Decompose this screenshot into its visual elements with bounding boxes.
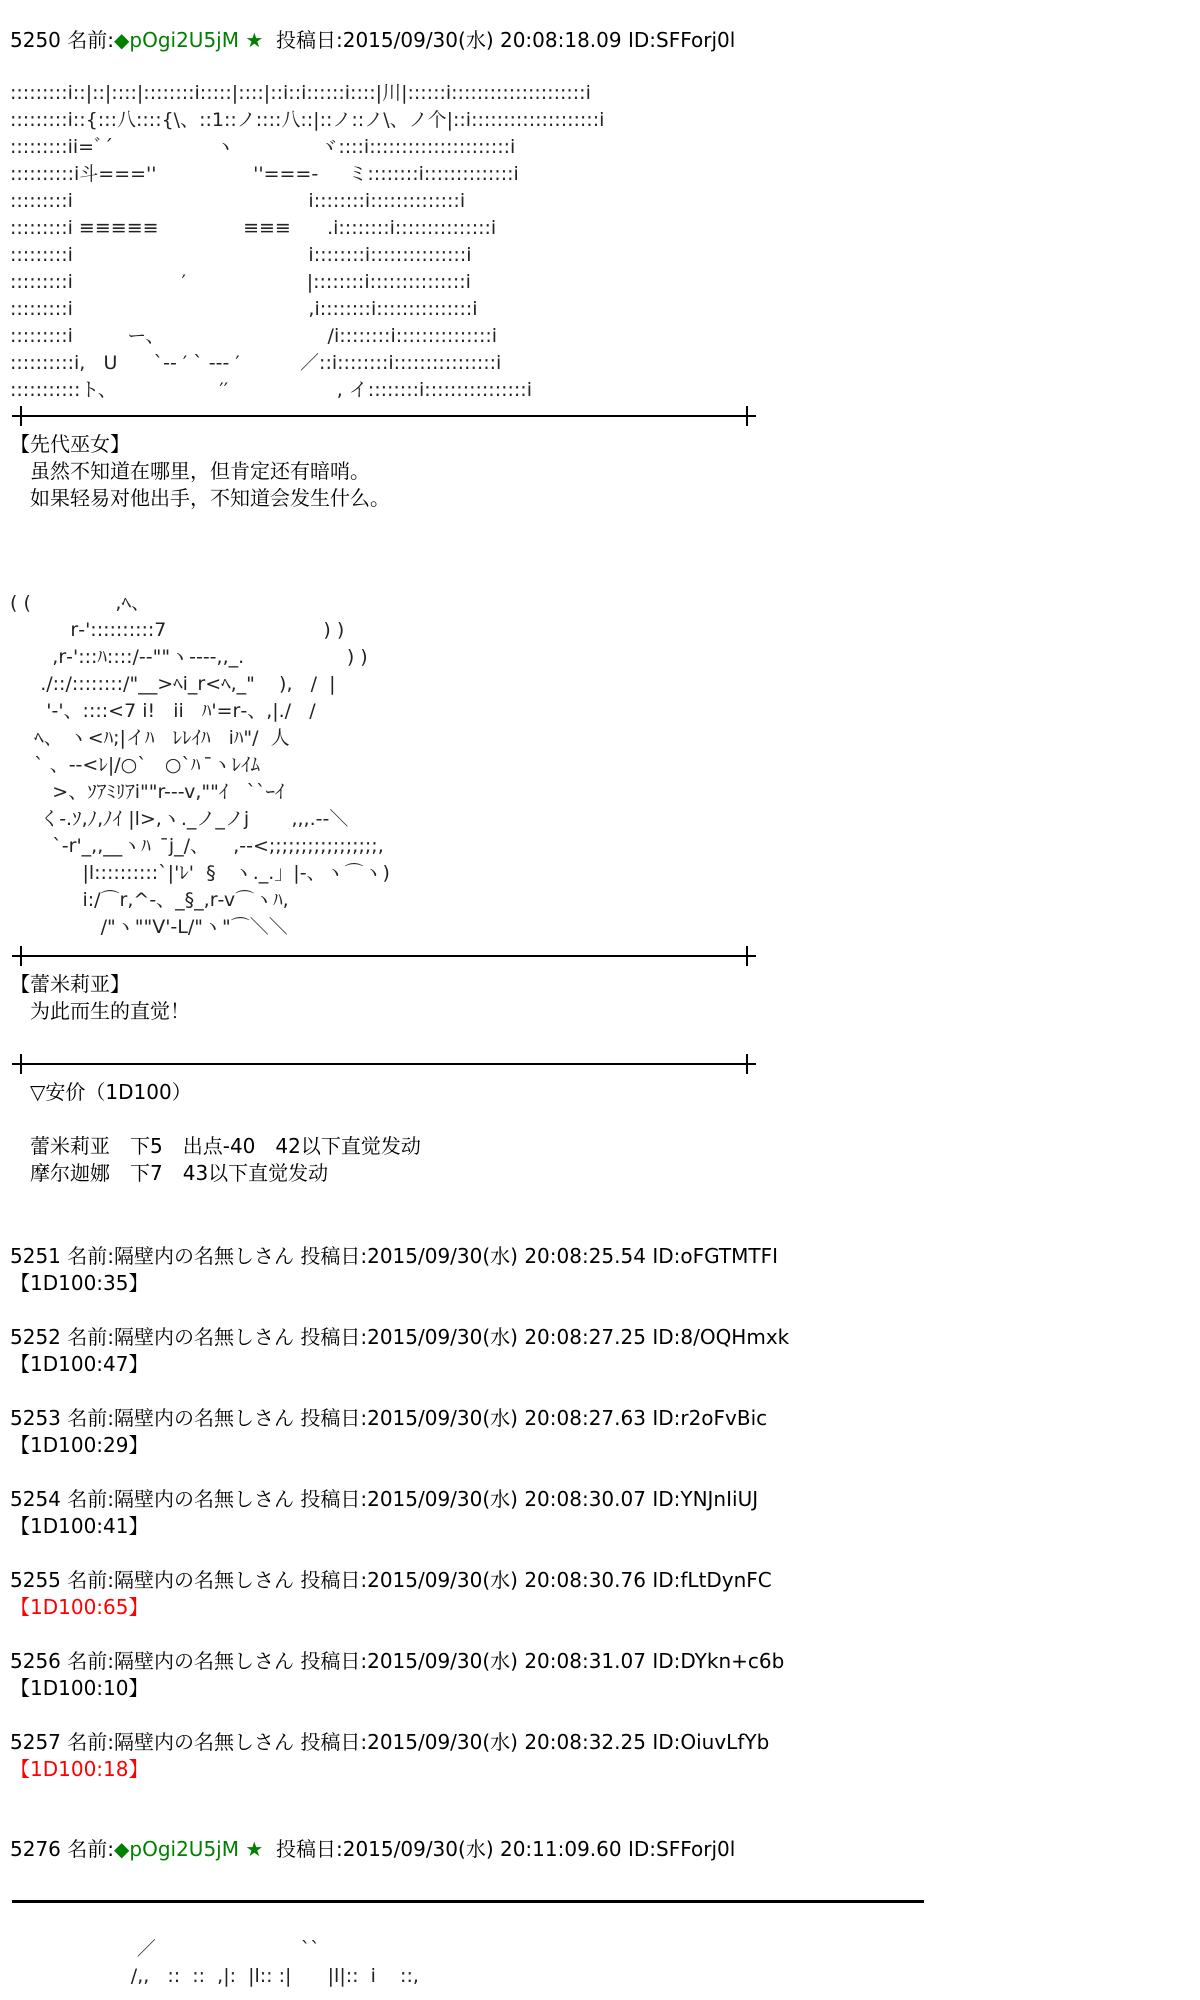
- post-number: 5253: [10, 1406, 61, 1430]
- dialogue-line: 为此而生的直觉！: [10, 999, 190, 1023]
- dice-result: 【1D100:41】: [10, 1514, 149, 1538]
- post-number: 5252: [10, 1325, 61, 1349]
- dice-result: 【1D100:65】: [10, 1595, 149, 1619]
- post-number: 5256: [10, 1649, 61, 1673]
- post-number: 5251: [10, 1244, 61, 1268]
- name-label: 名前:: [67, 1837, 115, 1861]
- name-label: 名前:: [67, 28, 115, 52]
- speaker-name: 【先代巫女】: [10, 432, 130, 456]
- reply-post: [10, 1567, 772, 1621]
- post-date: 投稿日:2015/09/30(水) 20:08:18.09 ID:SFForj0l: [276, 28, 736, 52]
- roll-line: 摩尔迦娜 下7 43以下直觉发动: [10, 1161, 329, 1185]
- roll-info: [10, 1079, 421, 1187]
- reply-post: [10, 1729, 769, 1783]
- reply-post: [10, 1243, 778, 1297]
- post-meta: 名前:隔壁内の名無しさん 投稿日:2015/09/30(水) 20:08:25.54 ID:oFGTMTFI: [67, 1244, 778, 1268]
- tripcode: ◆pOgi2U5jM ★: [114, 1837, 264, 1861]
- caption-miko: [10, 431, 390, 512]
- reply-post: [10, 1648, 784, 1702]
- post-meta: 名前:隔壁内の名無しさん 投稿日:2015/09/30(水) 20:08:27.25 ID:8/OQHmxk: [67, 1325, 790, 1349]
- dice-result: 【1D100:35】: [10, 1271, 149, 1295]
- post-meta: 名前:隔壁内の名無しさん 投稿日:2015/09/30(水) 20:08:32.25 ID:OiuvLfYb: [67, 1730, 770, 1754]
- post-header: [10, 1836, 735, 1863]
- post-number: 5257: [10, 1730, 61, 1754]
- reply-header: [10, 1648, 784, 1675]
- reply-post: [10, 1324, 789, 1378]
- reply-post: [10, 1405, 767, 1459]
- post-header: [10, 27, 735, 54]
- post-meta: 名前:隔壁内の名無しさん 投稿日:2015/09/30(水) 20:08:30.07 ID:YNJnIiUJ: [67, 1487, 759, 1511]
- tripcode: ◆pOgi2U5jM ★: [114, 28, 264, 52]
- roll-title: ▽安价（1D100）: [10, 1080, 192, 1104]
- post-meta: 名前:隔壁内の名無しさん 投稿日:2015/09/30(水) 20:08:27.63 ID:r2oFvBic: [67, 1406, 768, 1430]
- speaker-name: 【蕾米莉亚】: [10, 972, 130, 996]
- ascii-art-remilia: ( ( ,ﾍ、 r‐'::::::::::7 ) ) ,r‐':::ﾊ::::/--""ヽ---‐,,_. ) ) ./::/::::::::/"__>ﾍi_r<ﾍ,_" ), / | '‐'、::::<7 i! ii ﾊ'=r‐、,|./ / ﾍ、 ヽ<ﾊ;|イﾊ ﾚﾚｲﾊ iﾊ"/ 人 ` 、-‐<ﾚ|/○` ○`ﾊ ̄ヽﾚｲﾑ >、ｿｱﾐﾘｱi""r---v,""ｲ ``ｰｲ く‐.ｿ,ﾉ,ﾉｲ |l>,ヽ._ノ_ノj ,,,.-‐＼ `‐r'_,,__ヽﾊ ̄j_/、 ,‐‐<;;;;;;;;;;;;;;;;;, |l::::::::::`|'ﾚ' § ヽ._.」|‐、ヽ⌒ヽ) i:/⌒r,^‐、_§_,r‐v⌒ヽﾊ, /"ヽ""V'‐L/"ヽ"⌒＼＼: [10, 592, 390, 938]
- separator-line: [12, 406, 756, 426]
- post-number: 5255: [10, 1568, 61, 1592]
- reply-header: [10, 1486, 758, 1513]
- ascii-art-fragment: ／ `` /,, :: :: ,|: |l:: :| |l|:: i ::,: [130, 1938, 419, 1987]
- reply-header: [10, 1243, 778, 1270]
- post-meta: 名前:隔壁内の名無しさん 投稿日:2015/09/30(水) 20:08:30.76 ID:fLtDynFC: [67, 1568, 772, 1592]
- ascii-art-miko: :::::::::i::|::|::::|::::::::i:::::|::::|::i::i::::::i::::|川|::::::i:::::::::::::::::::::i :::::::::i::{:::八::::{\、::1::ノ::::八::|::ノ::ノ\、ノ个|::i::::::::::::::::::::i :::::::::ii=ﾞ´ ヽ ヾ::::i::::::::::::::::::::::i ::::::::::i斗==='' ''===- ミ::::::::i::::::::::::::i :::::::::i i::::::::i::::::::::::::i :::::::::i ≡≡≡≡≡ ≡≡≡ .i::::::::i:::::::::::::::i :::::::::i i::::::::i:::::::::::::::i :::::::::i ′ |::::::::i:::::::::::::::i :::::::::i ,i::::::::i:::::::::::::::i :::::::::i ー、 /i::::::::i:::::::::::::::i ::::::::::i, U `-- ′ ` --- ′ ／::i::::::::i::::::::::::::::i :::::::::::ト、 ′′ , イ::::::::i::::::::::::::::i: [10, 82, 605, 401]
- dice-result: 【1D100:10】: [10, 1676, 149, 1700]
- dialogue-line: 如果轻易对他出手，不知道会发生什么。: [10, 486, 390, 510]
- dice-result: 【1D100:47】: [10, 1352, 149, 1376]
- dice-result: 【1D100:29】: [10, 1433, 149, 1457]
- post-number: 5254: [10, 1487, 61, 1511]
- separator-line: [12, 1054, 756, 1074]
- roll-line: 蕾米莉亚 下5 出点-40 42以下直觉发动: [10, 1134, 421, 1158]
- post-date: 投稿日:2015/09/30(水) 20:11:09.60 ID:SFForj0l: [276, 1837, 736, 1861]
- reply-header: [10, 1729, 769, 1756]
- post-number: 5276: [10, 1837, 61, 1861]
- caption-remilia: [10, 971, 190, 1025]
- post-number: 5250: [10, 28, 61, 52]
- reply-header: [10, 1567, 772, 1594]
- post-meta: 名前:隔壁内の名無しさん 投稿日:2015/09/30(水) 20:08:31.07 ID:DYkn+c6b: [67, 1649, 785, 1673]
- dialogue-line: 虽然不知道在哪里，但肯定还有暗哨。: [10, 459, 370, 483]
- reply-header: [10, 1324, 789, 1351]
- separator-line: [12, 946, 756, 966]
- separator-line: [12, 1900, 924, 1903]
- reply-header: [10, 1405, 767, 1432]
- dice-result: 【1D100:18】: [10, 1757, 149, 1781]
- reply-post: [10, 1486, 758, 1540]
